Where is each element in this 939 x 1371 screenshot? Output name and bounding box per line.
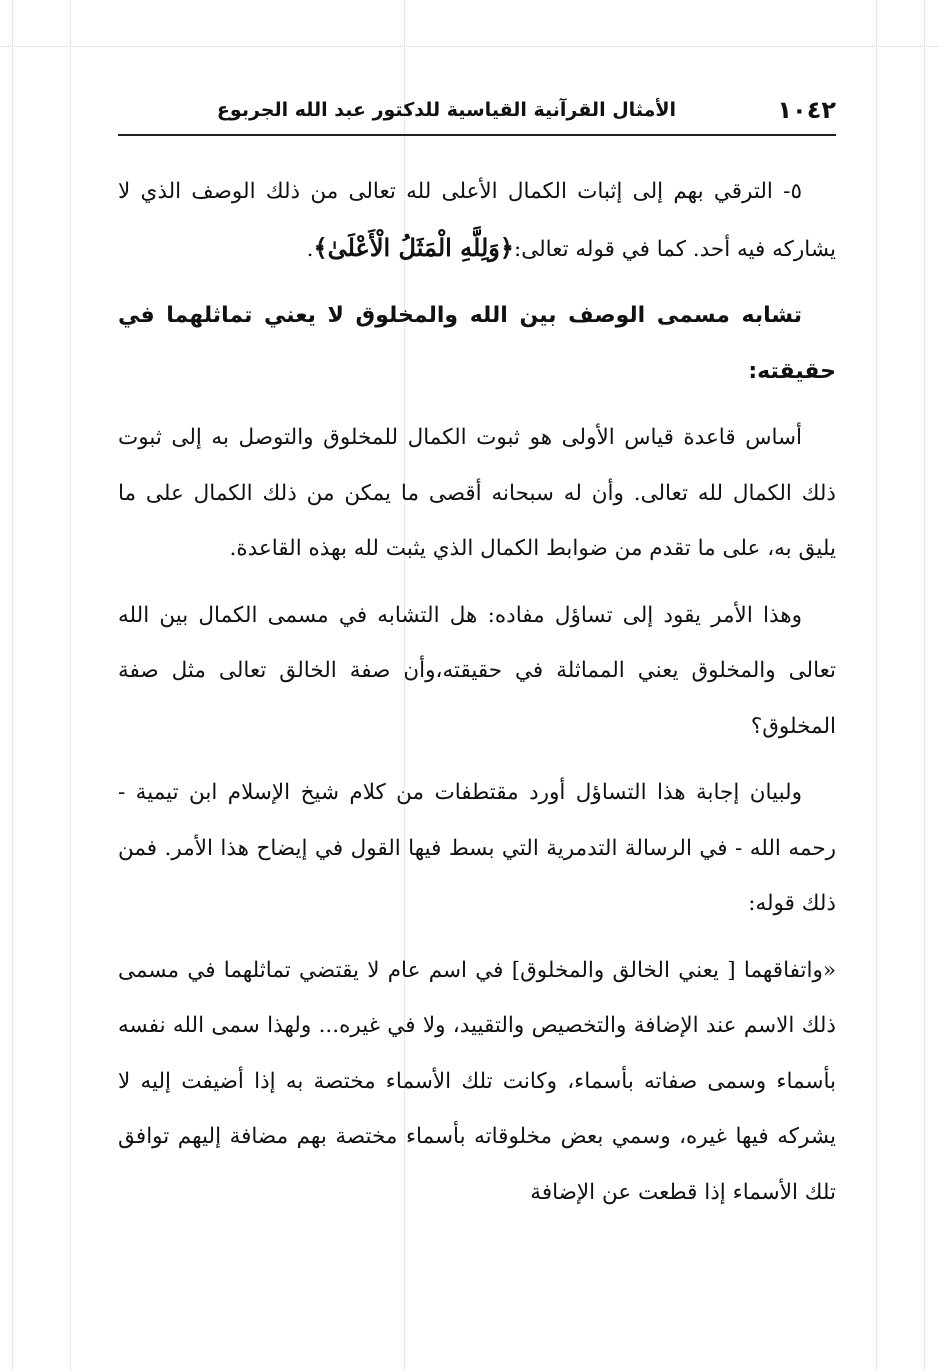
page-header [118, 96, 836, 134]
paragraph [118, 164, 836, 277]
paragraph-text: ٥- الترقي بهم إلى إثبات الكمال الأعلى لله تعالى من ذلك الوصف الذي لا يشاركه فيه أحد. كما في قوله تعالى: [118, 179, 836, 262]
page-number: ١٠٤٢ [777, 96, 836, 124]
body-text [118, 164, 836, 1231]
quotation-paragraph: «واتفاقهما [ يعني الخالق والمخلوق] في اسم عام لا يقتضي تماثلهما في مسمى ذلك الاسم عند الإضافة والتخصيص والتقييد، ولا في غيره... ولهذا سمى الله نفسه بأسماء وسمى صفاته بأسماء، وكانت تلك الأسماء مختصة به إذا أضيفت إليه لا يشركه فيها غيره، وسمي بعض مخلوقاته بأسماء مختصة بهم مضافة إليهم توافق تلك الأسماء إذا قطعت عن الإضافة [118, 957, 836, 1205]
scan-guide-line [924, 0, 925, 1371]
paragraph: أساس قاعدة قياس الأولى هو ثبوت الكمال للمخلوق والتوصل به إلى ثبوت ذلك الكمال لله تعالى. وأن له سبحانه أقصى ما يمكن من ذلك الكمال على ما يليق به، على ما تقدم من ضوابط الكمال الذي يثبت لله بهذه القاعدة. [118, 425, 836, 561]
section-heading: تشابه مسمى الوصف بين الله والمخلوق لا يعني تماثلهما في حقيقته: [118, 303, 836, 384]
scan-guide-line [876, 0, 877, 1371]
scan-guide-line [12, 0, 13, 1371]
paragraph: ولبيان إجابة هذا التساؤل أورد مقتطفات من كلام شيخ الإسلام ابن تيمية - رحمه الله - في الرسالة التدمرية التي بسط فيها القول في إيضاح هذا الأمر. فمن ذلك قوله: [118, 780, 836, 916]
header-rule [118, 134, 836, 136]
paragraph: وهذا الأمر يقود إلى تساؤل مفاده: هل التشابه في مسمى الكمال بين الله تعالى والمخلوق يعني المماثلة في حقيقته،وأن صفة الخالق تعالى مثل صفة المخلوق؟ [118, 602, 836, 739]
scan-guide-line [0, 46, 939, 47]
running-title: الأمثال القرآنية القياسية للدكتور عبد الله الجربوع [216, 99, 676, 121]
quran-verse: ﴿وَلِلَّهِ الْمَثَلُ الْأَعْلَىٰ﴾ [313, 232, 514, 262]
scan-guide-line [70, 0, 71, 1371]
paragraph-end: . [306, 236, 314, 262]
